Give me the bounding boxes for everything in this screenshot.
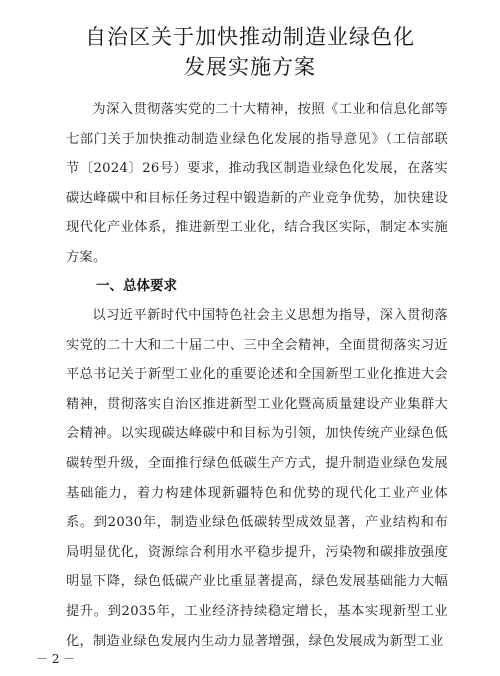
intro-block bbox=[66, 95, 448, 273]
section-heading-general-requirements: 一、总体要求 bbox=[96, 278, 177, 294]
intro-paragraph: 为深入贯彻落实党的二十大精神，按照《工业和信息化部等七部门关于加快推动制造业绿色化发展的指导意见》（工信部联节〔2024〕26号）要求，推动我区制造业绿色化发展，在落实碳达峰碳中和目标任务过程中锻造新的产业竞争优势，加快建设现代化产业体系，推进新型工业化，结合我区实际，制定本实施方案。 bbox=[66, 102, 448, 265]
section-1-block bbox=[66, 301, 448, 656]
title-line-1: 自治区关于加快推动制造业绿色化 bbox=[85, 25, 415, 49]
document-title bbox=[0, 22, 500, 82]
page-number: － 2 － bbox=[36, 652, 76, 666]
title-line-2: 发展实施方案 bbox=[184, 55, 316, 79]
section-1-paragraph: 以习近平新时代中国特色社会主义思想为指导，深入贯彻落实党的二十大和二十届二中、三中全会精神，全面贯彻落实习近平总书记关于新型工业化的重要论述和全国新型工业化推进大会精神，贯彻落实自治区推进新型工业化暨高质量建设产业集群大会精神。以实现碳达峰碳中和目标为引领，加快传统产业绿色低碳转型升级，全面推行绿色低碳生产方式，提升制造业绿色发展基础能力，着力构建体现新疆特色和优势的现代化工业产业体系。到2030年，制造业绿色低碳转型成效显著，产业结构和布局明显优化，资源综合利用水平稳步提升，污染物和碳排放强度明显下降，绿色低碳产业比重显著提高，绿色发展基础能力大幅提升。到2035年，工业经济持续稳定增长，基本实现新型工业化，制造业绿色发展内生动力显著增强，绿色发展成为新型工业 bbox=[66, 308, 448, 649]
